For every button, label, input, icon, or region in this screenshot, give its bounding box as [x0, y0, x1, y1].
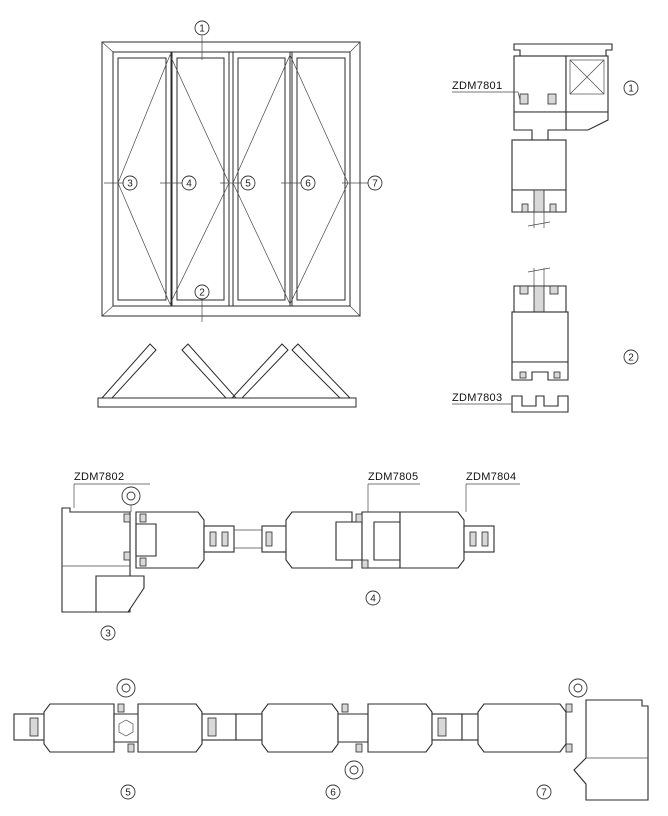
folding-plan [98, 344, 356, 407]
door-panels [113, 52, 350, 306]
section-7-side-frame-hinge [462, 679, 648, 800]
section-5-hinge-joint [14, 679, 236, 799]
section-3-4-side-and-mullion [62, 471, 520, 640]
callout-3-elevation [123, 176, 137, 190]
callout-2-section: 2 [628, 352, 634, 364]
callout-6-section: 6 [330, 787, 336, 799]
svg-text:1: 1 [199, 23, 205, 35]
svg-text:3: 3 [127, 178, 133, 190]
callout-7-elevation [368, 176, 382, 190]
callout-5-section: 5 [125, 787, 131, 799]
svg-text:7: 7 [372, 178, 378, 190]
svg-text:2: 2 [199, 287, 205, 299]
label-zdm7801: ZDM7801 [452, 80, 503, 92]
callout-4-elevation [182, 176, 196, 190]
callout-2-elevation [195, 285, 209, 299]
label-zdm7802: ZDM7802 [74, 471, 125, 483]
section-1-top-frame [452, 44, 638, 228]
door-elevation [102, 21, 382, 322]
callout-1-section: 1 [628, 83, 634, 95]
callout-3-section: 3 [105, 628, 111, 640]
callout-4-section: 4 [370, 593, 376, 605]
label-zdm7803: ZDM7803 [452, 392, 503, 404]
callout-6-elevation [301, 176, 315, 190]
svg-text:5: 5 [245, 178, 251, 190]
label-zdm7805: ZDM7805 [368, 471, 419, 483]
svg-text:4: 4 [186, 178, 192, 190]
callout-1-elevation [195, 21, 209, 35]
section-6-hinge-joint [236, 704, 462, 799]
label-zdm7804: ZDM7804 [466, 471, 517, 483]
callout-5-elevation [241, 176, 255, 190]
svg-text:6: 6 [305, 178, 311, 190]
section-2-bottom-track [452, 268, 638, 412]
callout-7-section: 7 [541, 787, 547, 799]
